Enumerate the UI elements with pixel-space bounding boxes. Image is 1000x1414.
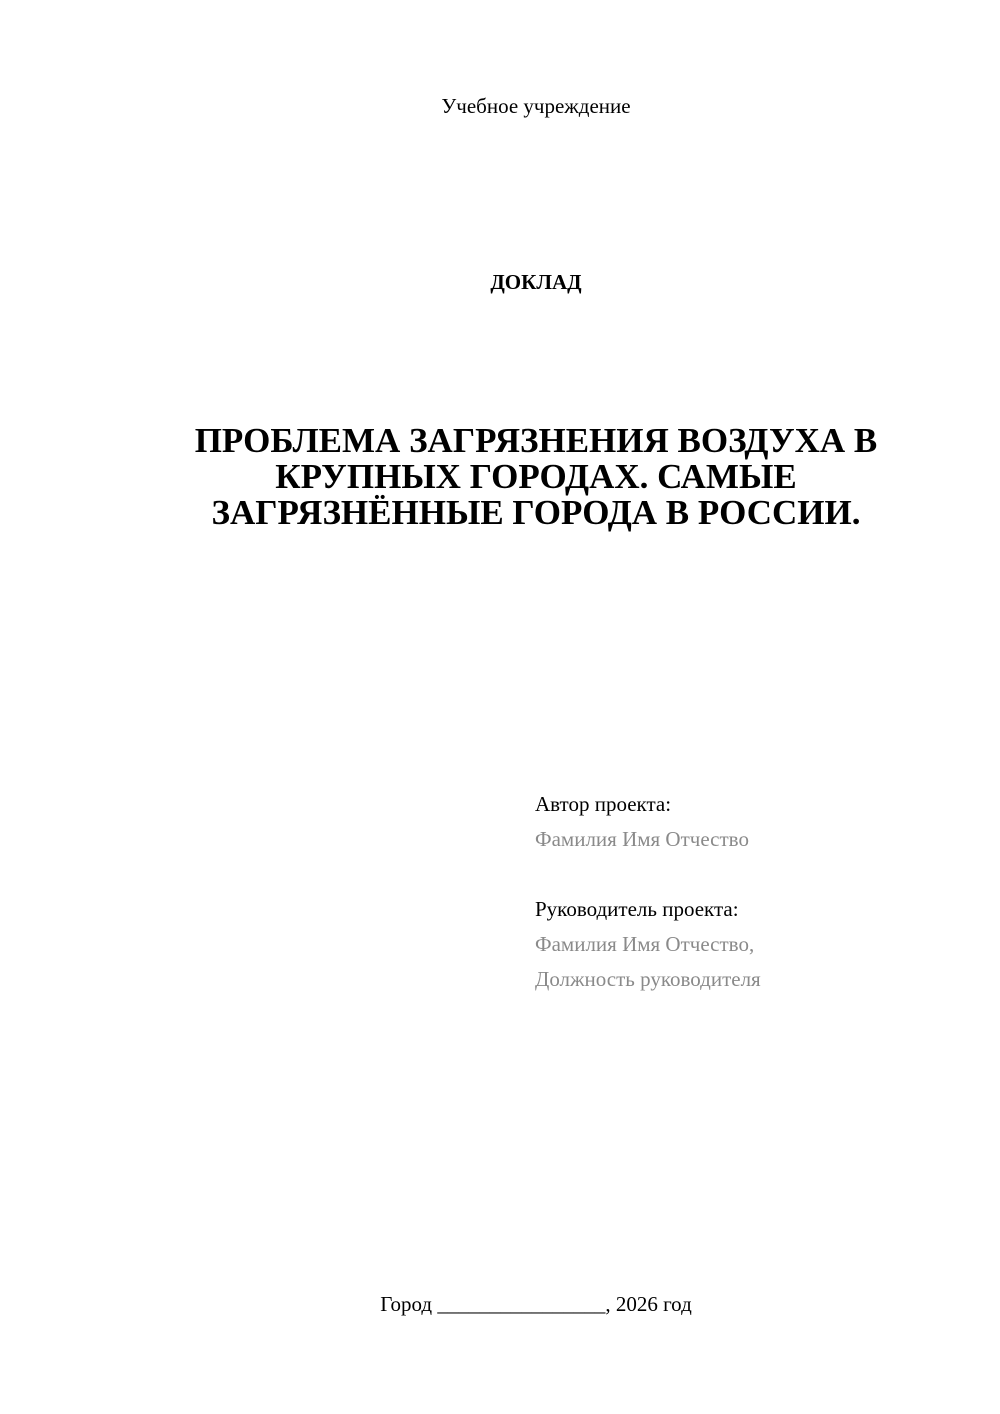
- author-label: Автор проекта:: [535, 792, 672, 816]
- supervisor-name: Фамилия Имя Отчество,: [535, 932, 755, 956]
- document-type: ДОКЛАД: [490, 270, 582, 294]
- supervisor-label: Руководитель проекта:: [535, 897, 739, 921]
- author-name: Фамилия Имя Отчество: [535, 827, 749, 851]
- title-line: ПРОБЛЕМА ЗАГРЯЗНЕНИЯ ВОЗДУХА В: [194, 421, 878, 460]
- report-title: [150, 423, 922, 531]
- city-year-line: Город ________________, 2026 год: [380, 1292, 692, 1316]
- author-block: [535, 787, 975, 857]
- title-line: КРУПНЫХ ГОРОДАХ. САМЫЕ: [275, 457, 797, 496]
- supervisor-position: Должность руководителя: [535, 967, 761, 991]
- title-line: ЗАГРЯЗНЁННЫЕ ГОРОДА В РОССИИ.: [211, 493, 861, 532]
- supervisor-block: [535, 892, 975, 997]
- institution-name: Учебное учреждение: [441, 94, 631, 118]
